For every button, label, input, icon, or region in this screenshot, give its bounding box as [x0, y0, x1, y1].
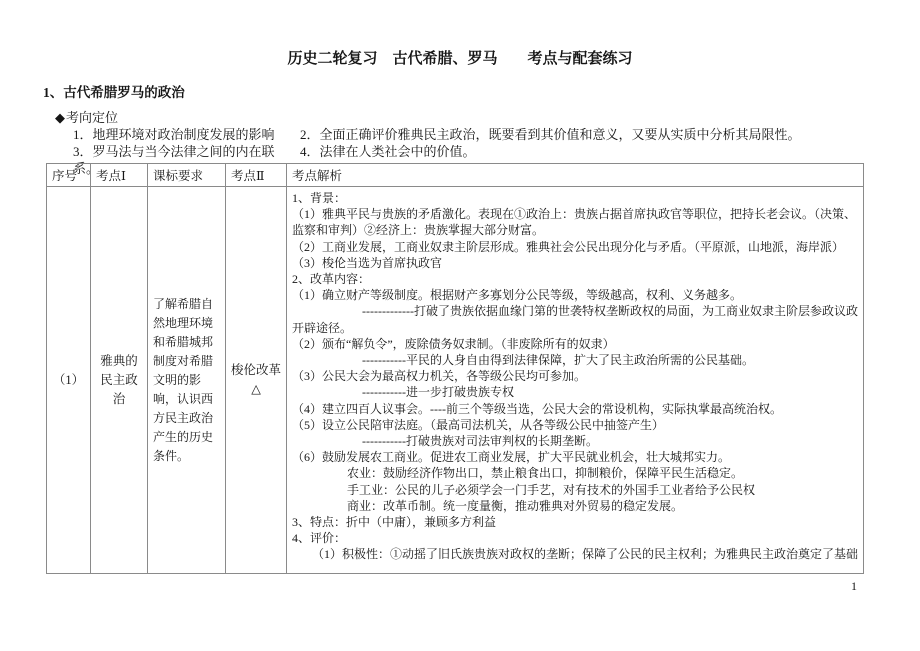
orientation-item-1: 1．地理环境对政治制度发展的影响: [73, 127, 275, 142]
analysis-line: 2、改革内容：: [292, 272, 371, 287]
cell-serial: （1）: [47, 187, 91, 574]
analysis-line: （3）梭伦当选为首席执政官: [292, 255, 443, 270]
diamond-bullet-icon: ◆: [55, 110, 65, 125]
analysis-line: （5）设立公民陪审法庭。（最高司法机关，从各等级公民中抽签产生）: [292, 417, 665, 432]
exam-points-table: [46, 163, 864, 574]
analysis-line: -----------打破贵族对司法审判权的长期垄断。: [362, 434, 598, 449]
document-title: 历史二轮复习 古代希腊、罗马 考点与配套练习: [287, 51, 633, 67]
orientation-item-3: 3．罗马法与当今法律之间的内在联系。: [73, 144, 275, 176]
section-heading: 1、古代希腊罗马的政治: [43, 85, 185, 100]
orientation-heading: [55, 107, 920, 126]
analysis-line: 手工业：公民的儿子必须学会一门手艺，对有技术的外国手工业者给予公民权: [347, 482, 756, 497]
analysis-line: -------------打破了贵族依据血缘门第的世袭特权垄断政权的局面，为工商业奴隶主阶层参政议政开辟途径。: [292, 304, 858, 335]
analysis-line: （1）雅典平民与贵族的矛盾激化。表现在①政治上：贵族占据首席执政官等职位，把持长老会议。（决策、监察和审判）②经济上：贵族掌握大部分财富。: [292, 207, 857, 238]
table-row: [47, 187, 864, 574]
triangle-mark: △: [251, 382, 261, 396]
analysis-line: （2）工商业发展，工商业奴隶主阶层形成。雅典社会公民出现分化与矛盾。（平原派，山地派，海岸派）: [292, 239, 845, 254]
col-header-serial: 序号: [47, 164, 91, 187]
analysis-line: （6）鼓励发展农工商业。促进农工商业发展，扩大平民就业机会，壮大城邦实力。: [292, 450, 731, 465]
analysis-lines: [292, 190, 858, 563]
analysis-line: 3、特点：折中（中庸），兼顾多方利益: [292, 515, 497, 530]
analysis-line: （1）积极性：①动摇了旧氏族贵族对政权的垄断；保障了公民的民主权利；为雅典民主政治奠定了基础: [312, 547, 859, 562]
col-header-exam-point-1: 考点Ⅰ: [91, 164, 148, 187]
orientation-item-2: 2．全面正确评价雅典民主政治，既要看到其价值和意义，又要从实质中分析其局限性。: [300, 127, 801, 142]
orientation-row-1: [73, 126, 920, 143]
col-header-exam-point-2: 考点Ⅱ: [226, 164, 287, 187]
cell-exam-point-2: [226, 187, 287, 574]
analysis-line: （3）公民大会为最高权力机关，各等级公民均可参加。: [292, 369, 587, 384]
analysis-line: 4、评价：: [292, 531, 347, 546]
analysis-line: 农业：鼓励经济作物出口，禁止粮食出口，抑制粮价，保障平民生活稳定。: [347, 466, 744, 481]
orientation-item-4: 4．法律在人类社会中的价值。: [300, 144, 476, 159]
analysis-line: -----------进一步打破贵族专权: [362, 385, 514, 400]
analysis-line: （4）建立四百人议事会。----前三个等级当选，公民大会的常设机构，实际执掌最高统治权。: [292, 401, 782, 416]
orientation-heading-label: 考向定位: [66, 110, 119, 125]
cell-curriculum-standard: 了解希腊自然地理环境和希腊城邦制度对希腊文明的影响，认识西方民主政治产生的历史条件。: [148, 187, 226, 574]
col-header-analysis: 考点解析: [287, 164, 864, 187]
analysis-line: 1、背景：: [292, 191, 347, 205]
page-number: 1: [851, 579, 857, 593]
cell-analysis: [287, 187, 864, 574]
analysis-line: 商业：改革币制。统一度量衡，推动雅典对外贸易的稳定发展。: [347, 498, 684, 513]
analysis-line: -----------平民的人身自由得到法律保障，扩大了民主政治所需的公民基础。: [362, 353, 754, 368]
exam-point-2-label: 梭伦改革: [230, 363, 281, 377]
cell-exam-point-1: 雅典的民主政治: [91, 187, 148, 574]
col-header-curriculum-standard: 课标要求: [148, 164, 226, 187]
analysis-line: （1）确立财产等级制度。根据财产多寡划分公民等级，等级越高，权利、义务越多。: [292, 288, 743, 303]
analysis-line: （2）颁布“解负令”，废除债务奴隶制。（非废除所有的奴隶）: [292, 336, 615, 351]
table-header-row: [47, 164, 864, 187]
